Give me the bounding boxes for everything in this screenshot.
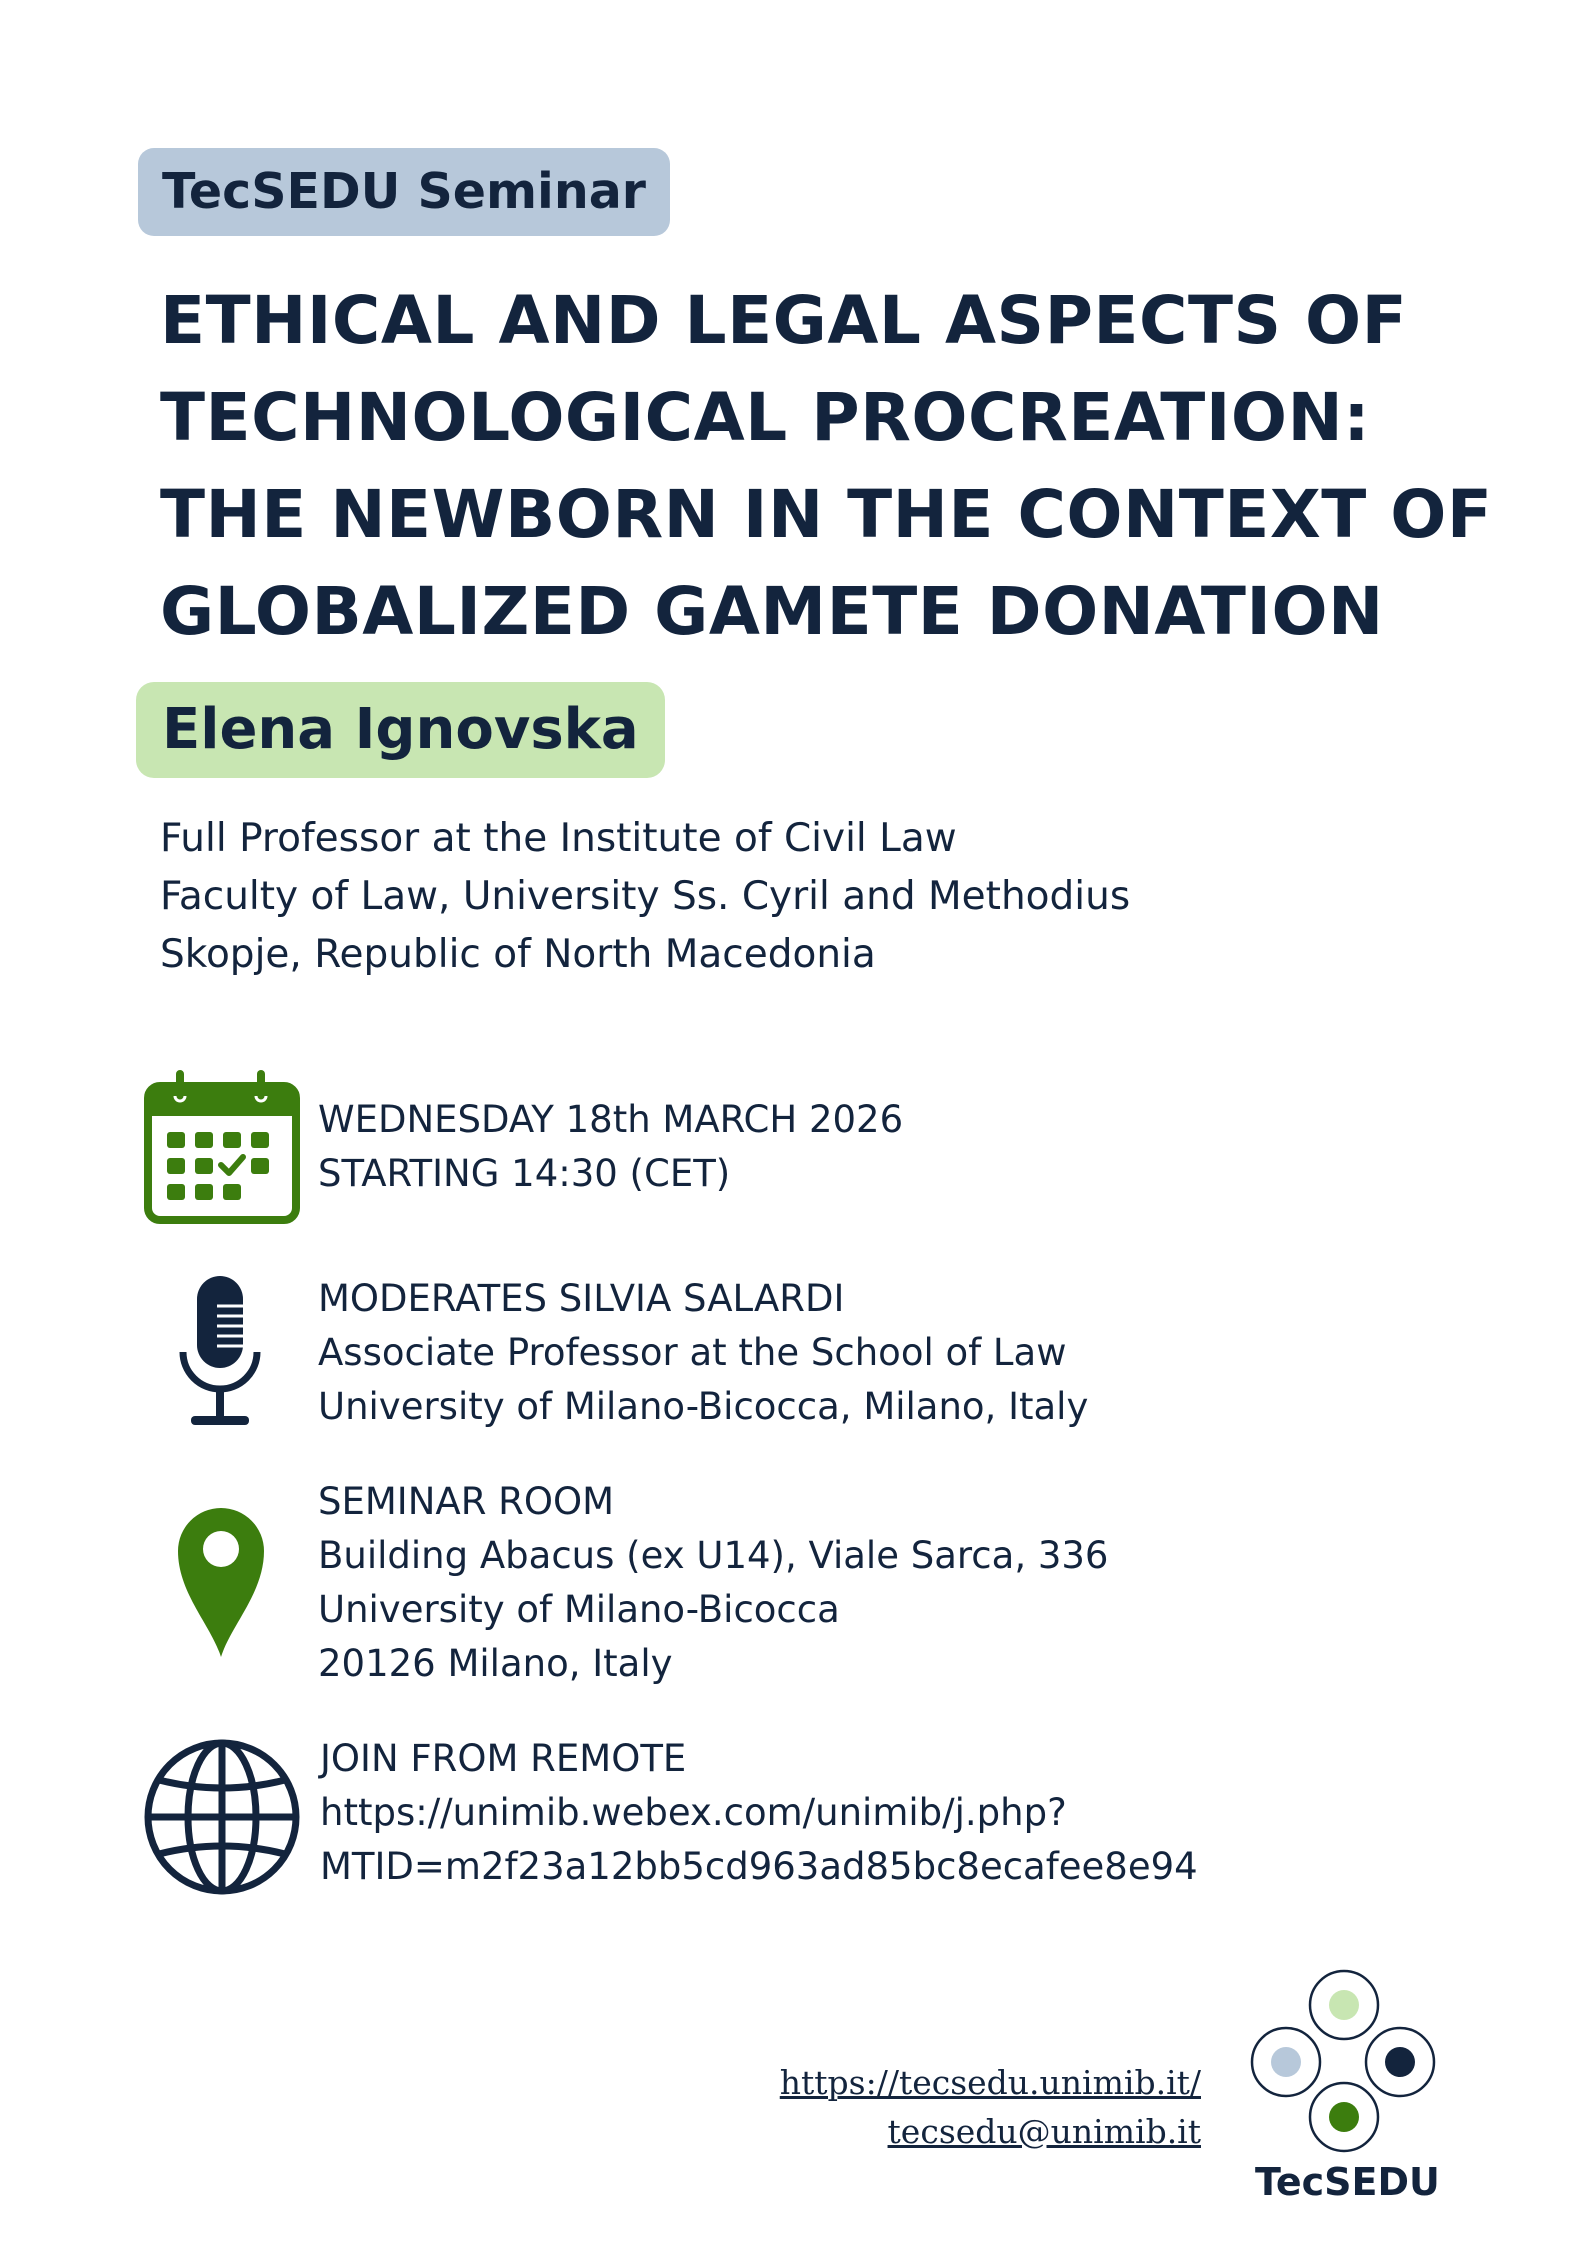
speaker-affiliation — [160, 810, 1130, 984]
email-link[interactable]: tecsedu@unimib.it — [887, 2112, 1201, 2151]
seminar-title — [160, 272, 1560, 660]
moderator-info — [318, 1272, 1088, 1434]
date-line: WEDNESDAY 18th MARCH 2026 — [318, 1098, 904, 1141]
moderator-line: University of Milano-Bicocca, Milano, Italy — [318, 1385, 1089, 1428]
calendar-icon — [143, 1068, 301, 1228]
speaker-name-badge: Elena Ignovska — [136, 682, 665, 778]
time-line: STARTING 14:30 (CET) — [318, 1152, 731, 1195]
tecsedu-logo-icon — [1244, 1960, 1444, 2160]
location-line: Building Abacus (ex U14), Viale Sarca, 336 — [318, 1534, 1109, 1577]
affiliation-line: Full Professor at the Institute of Civil Law — [160, 816, 957, 861]
affiliation-line: Skopje, Republic of North Macedonia — [160, 932, 876, 977]
title-line: GLOBALIZED GAMETE DONATION — [160, 573, 1384, 650]
website-link[interactable]: https://tecsedu.unimib.it/ — [779, 2063, 1201, 2102]
affiliation-line: Faculty of Law, University Ss. Cyril and Methodius — [160, 874, 1131, 919]
remote-link[interactable]: MTID=m2f23a12bb5cd963ad85bc8ecafee8e94 — [320, 1845, 1198, 1888]
remote-link[interactable]: https://unimib.webex.com/unimib/j.php? — [320, 1791, 1067, 1834]
location-line: University of Milano-Bicocca — [318, 1588, 840, 1631]
location-line: 20126 Milano, Italy — [318, 1642, 673, 1685]
remote-line: JOIN FROM REMOTE — [320, 1737, 687, 1780]
remote-info — [320, 1732, 1198, 1894]
footer-links — [780, 2058, 1201, 2156]
title-line: TECHNOLOGICAL PROCREATION: — [160, 379, 1371, 456]
logo-text: TecSEDU — [1255, 2160, 1440, 2204]
date-info — [318, 1093, 903, 1201]
series-badge: TecSEDU Seminar — [138, 148, 670, 236]
location-info — [318, 1475, 1108, 1691]
map-pin-icon — [176, 1505, 266, 1660]
microphone-icon — [175, 1272, 265, 1432]
title-line: THE NEWBORN IN THE CONTEXT OF — [160, 476, 1493, 553]
location-line: SEMINAR ROOM — [318, 1480, 615, 1523]
title-line: ETHICAL AND LEGAL ASPECTS OF — [160, 282, 1408, 359]
globe-icon — [143, 1738, 301, 1896]
moderator-line: MODERATES SILVIA SALARDI — [318, 1277, 845, 1320]
moderator-line: Associate Professor at the School of Law — [318, 1331, 1067, 1374]
